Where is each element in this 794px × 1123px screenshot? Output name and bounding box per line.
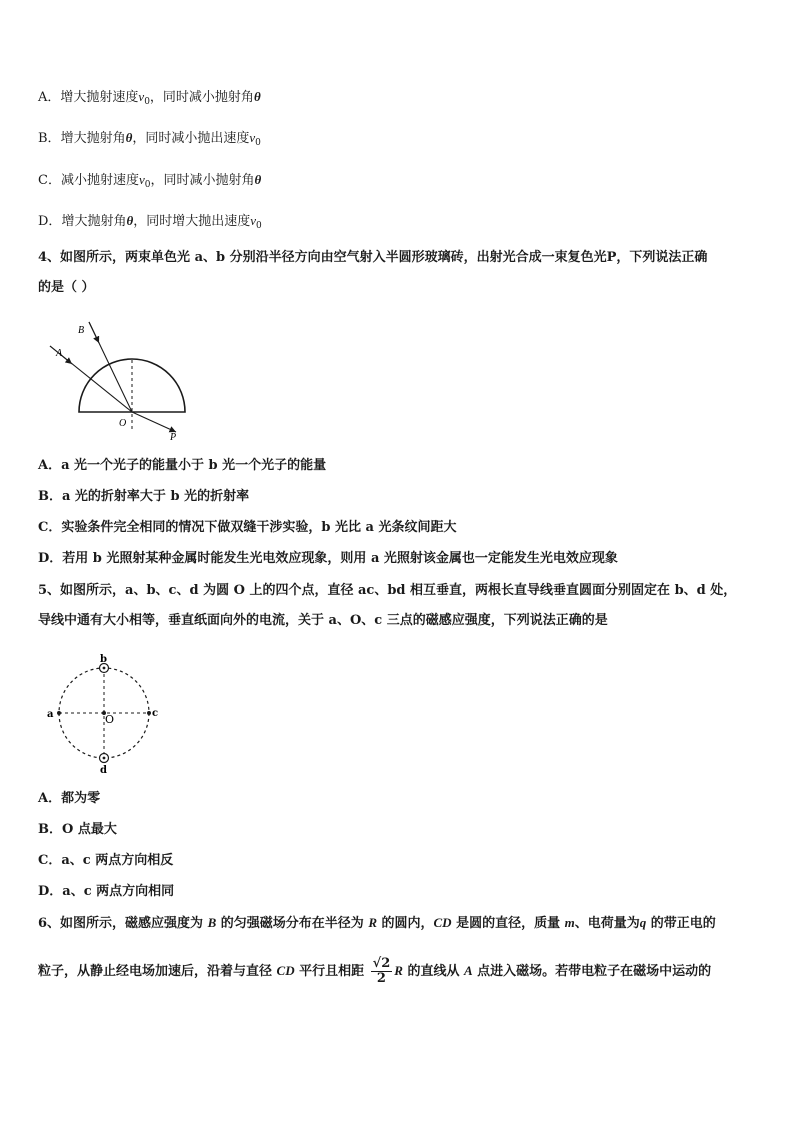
point-a [57,711,61,715]
q4-option-a: A．a 光一个光子的能量小于 b 光一个光子的能量 [38,458,327,473]
label-b: B [78,325,85,336]
q4-stem-line1: 4、如图所示，两束单色光 a、b 分别沿半径方向由空气射入半圆形玻璃砖，出射光合成一束复色光P，下列说法正确 [38,250,708,265]
q4-semicircle-figure [44,316,194,444]
label-o: O [119,418,127,429]
q4-option-d: D．若用 b 光照射某种金属时能发生光电效应现象，则用 a 光照射该金属也一定能发生光电效应现象 [38,551,618,566]
label-o: O [105,713,115,726]
q3-option-a: A．增大抛射速度$v_0$，同时减小抛射角θ [38,89,261,107]
q5-stem-line2: 导线中通有大小相等，垂直纸面向外的电流，关于 a、O、c 三点的磁感应强度，下列说法正确的是 [38,613,608,628]
q6-stem-line2: 粒子，从静止经电场加速后，沿着与直径 CD 平行且相距 $\frac{√2}{2}$ R 的直线从 A 点进入磁场。若带电粒子在磁场中运动的 [38,956,712,986]
label-a: a [47,709,54,720]
q3-option-d: D．增大抛射角θ，同时增大抛出速度$v_0$ [38,213,262,231]
label-a: A [56,348,63,359]
label-b: b [100,654,107,665]
q5-option-d: D．a、c 两点方向相同 [38,884,175,899]
q4-stem-line2: 的是（ ） [38,280,95,295]
q3-option-c: C．减小抛射速度$v_0$，同时减小抛射角θ [38,172,262,190]
q4-option-c: C．实验条件完全相同的情况下做双缝干涉实验，b 光比 a 光条纹间距大 [38,520,457,535]
label-c: c [152,708,159,719]
fraction-sqrt2-over-2: $\frac{√2}{2}$ [372,956,391,986]
q6-stem-line1: 6、如图所示，磁感应强度为 B 的匀强磁场分布在半径为 R 的圆内，CD 是圆的直径，质量 m、电荷量为q 的带正电的 [38,915,716,931]
point-c [147,711,151,715]
q5-option-b: B．O 点最大 [38,822,117,837]
q4-option-b: B．a 光的折射率大于 b 光的折射率 [38,489,250,504]
q5-stem-line1: 5、如图所示，a、b、c、d 为圆 O 上的四个点，直径 ac、bd 相互垂直，两根长直导线垂直圆面分别固定在 b、d 处， [38,583,737,598]
ray-p [132,412,176,432]
q3-option-b: B．增大抛射角θ，同时减小抛出速度$v_0$ [38,130,261,148]
q5-circle-figure [40,650,170,780]
q5-option-a: A．都为零 [38,791,101,806]
label-p: P [170,432,177,443]
label-d: d [100,765,107,776]
q5-option-c: C．a、c 两点方向相反 [38,853,174,868]
